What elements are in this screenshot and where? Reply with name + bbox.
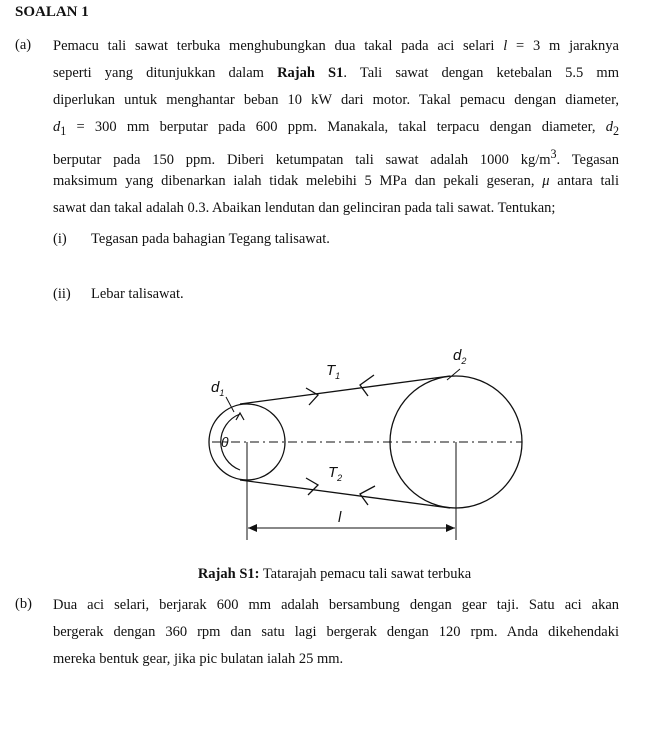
part-b-label: (b) [15,596,32,612]
label-d1: $d_1$ [211,379,225,398]
part-a-line-1: Pemacu tali sawat terbuka menghubungkan dua takal pada aci selari l = 3 m jaraknya [53,38,619,54]
label-t2: $T_2$ [328,464,343,483]
part-a-line-3: diperlukan untuk menghantar beban 10 kW dari motor. Takal pemacu dengan diameter, [53,92,619,108]
t1-arrow-left [360,375,374,396]
part-a-line-2: seperti yang ditunjukkan dalam Rajah S1. Tali sawat dengan ketebalan 5.5 mm [53,65,619,81]
label-t1: $T_1$ [326,362,341,381]
part-b-line-1: Dua aci selari, berjarak 600 mm adalah bersambung dengan gear taji. Satu aci akan [53,597,619,613]
part-b-line-3: mereka bentuk gear, jika pic bulatan ialah 25 mm. [53,651,344,667]
dim-arrowhead-left [248,524,257,532]
t2-arrow-left [360,486,375,505]
label-d2: $d_2$ [453,347,467,366]
part-a-line-6: maksimum yang dibenarkan ialah tidak melebihi 5 MPa dan pekali geseran, μ antara tali [53,173,619,189]
question-heading: SOALAN 1 [15,4,89,20]
figure-caption: Rajah S1: Tatarajah pemacu tali sawat terbuka [197,566,472,582]
sub-i-text: Tegasan pada bahagian Tegang talisawat. [91,231,330,247]
part-b-line-2: bergerak dengan 360 rpm dan satu lagi bergerak dengan 120 rpm. Anda dikehendaki [53,624,619,640]
d2-leader [447,369,460,380]
part-a-label: (a) [15,37,32,53]
part-b-text [53,592,619,673]
t2-arrow-right [306,478,318,495]
sub-ii-label: (ii) [53,286,71,302]
part-a-line-5: berputar pada 150 ppm. Diberi ketumpatan tali sawat adalah 1000 $kg/m^3$. Tegasan [53,147,619,168]
sub-ii-text: Lebar talisawat. [91,286,184,302]
part-a-line-4: $d_1 = 300$ mm berputar pada 600 ppm. Manakala, takal terpacu dengan diameter, $d_2$ [53,119,619,138]
label-theta: θ [221,434,229,450]
belt-tight-side [240,376,450,404]
theta-arrow [236,413,244,420]
sub-i-label: (i) [53,231,67,247]
part-a-line-7: sawat dan takal adalah 0.3. Abaikan lendutan dan gelinciran pada tali sawat. Tentukan; [53,200,556,216]
belt-slack-side [240,480,450,508]
dim-arrowhead-right [446,524,455,532]
label-l: l [338,509,342,526]
t1-arrow-right [306,388,318,405]
